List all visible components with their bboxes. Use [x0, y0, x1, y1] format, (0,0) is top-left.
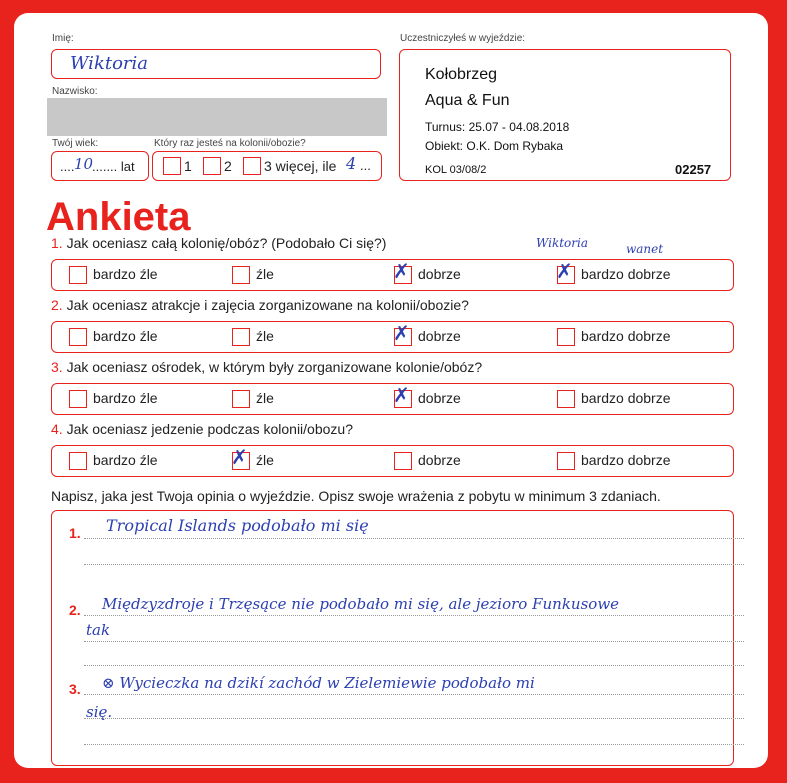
- camp-count-field: [152, 151, 382, 181]
- answer-row-4: [51, 445, 734, 477]
- answer-checkbox[interactable]: [393, 259, 412, 284]
- opinion-text-3b: się.: [86, 703, 113, 721]
- question-4: [51, 421, 353, 437]
- check-mark-icon: ✗: [393, 383, 410, 407]
- camp-count-checkbox-1[interactable]: [163, 157, 181, 175]
- q1-note-right: wanet: [626, 242, 664, 256]
- answer-label: bardzo źle: [93, 328, 158, 344]
- opinion-num-1: 1.: [69, 525, 81, 541]
- camp-count-label-1: 1: [184, 158, 192, 174]
- check-mark-icon: ✗: [556, 259, 573, 283]
- answer-label: dobrze: [418, 328, 461, 344]
- answer-label: bardzo źle: [93, 452, 158, 468]
- answer-checkbox[interactable]: [69, 452, 87, 470]
- trip-city: Kołobrzeg: [425, 66, 498, 83]
- age-prefix: ....: [60, 159, 75, 174]
- camp-count-checkbox-3[interactable]: [243, 157, 261, 175]
- participation-box: [399, 49, 731, 181]
- answer-label: bardzo dobrze: [581, 266, 671, 282]
- trip-turnus: Turnus: 25.07 - 04.08.2018: [425, 120, 570, 134]
- first-name-value: Wiktoria: [70, 53, 149, 74]
- opinion-line: [84, 641, 744, 642]
- answer-label: dobrze: [418, 390, 461, 406]
- trip-object: Obiekt: O.K. Dom Rybaka: [425, 139, 564, 153]
- answer-checkbox[interactable]: [69, 328, 87, 346]
- answer-checkbox[interactable]: [232, 266, 250, 284]
- answer-checkbox[interactable]: [69, 390, 87, 408]
- question-number: 2.: [51, 297, 63, 313]
- answer-label: źle: [256, 328, 274, 344]
- question-2: [51, 297, 469, 313]
- answer-label: dobrze: [418, 452, 461, 468]
- question-text: Jak oceniasz całą kolonię/obóz? (Podobało Ci się?): [66, 235, 387, 251]
- answer-checkbox[interactable]: [69, 266, 87, 284]
- camp-count-checkbox-2[interactable]: [203, 157, 221, 175]
- question-text: Jak oceniasz atrakcje i zajęcia zorganizowane na kolonii/obozie?: [66, 297, 469, 313]
- answer-row-3: [51, 383, 734, 415]
- opinion-num-3: 3.: [69, 681, 81, 697]
- answer-checkbox[interactable]: [556, 259, 575, 284]
- camp-count-dots: ...: [360, 158, 371, 173]
- survey-card: [14, 13, 768, 768]
- opinion-line: [84, 694, 744, 695]
- question-3: [51, 359, 482, 375]
- answer-checkbox[interactable]: [231, 445, 250, 470]
- opinion-text-3: ⊗ Wycieczka na dzikí zachód w Zielemiewie podobało mi: [102, 674, 535, 692]
- opinion-prompt: Napisz, jaka jest Twoja opinia o wyjeździe. Opisz swoje wrażenia z pobytu w minimum 3 zdaniach.: [51, 488, 661, 504]
- opinion-line: [84, 744, 744, 745]
- redacted-last-name: [47, 98, 387, 136]
- check-mark-icon: ✗: [231, 445, 248, 469]
- question-number: 1.: [51, 235, 63, 251]
- camp-count-label: Który raz jesteś na kolonii/obozie?: [154, 138, 306, 149]
- answer-label: bardzo dobrze: [581, 328, 671, 344]
- trip-code: KOL 03/08/2: [425, 164, 487, 176]
- question-text: Jak oceniasz ośrodek, w którym były zorganizowane kolonie/obóz?: [66, 359, 483, 375]
- answer-label: bardzo dobrze: [581, 452, 671, 468]
- opinion-num-2: 2.: [69, 602, 81, 618]
- answer-label: bardzo dobrze: [581, 390, 671, 406]
- answer-checkbox[interactable]: [393, 321, 412, 346]
- opinion-line: [84, 665, 744, 666]
- opinion-line: [84, 615, 744, 616]
- camp-count-label-2: 2: [224, 158, 232, 174]
- opinion-box[interactable]: [51, 510, 734, 766]
- answer-checkbox[interactable]: [557, 390, 575, 408]
- age-label: Twój wiek:: [52, 138, 99, 149]
- question-number: 3.: [51, 359, 63, 375]
- answer-checkbox[interactable]: [394, 452, 412, 470]
- question-number: 4.: [51, 421, 63, 437]
- answer-row-2: [51, 321, 734, 353]
- answer-row-1: [51, 259, 734, 291]
- trip-number: 02257: [675, 162, 712, 177]
- answer-checkbox[interactable]: [232, 390, 250, 408]
- answer-label: źle: [256, 266, 274, 282]
- answer-checkbox[interactable]: [232, 328, 250, 346]
- answer-label: źle: [256, 452, 274, 468]
- opinion-text-1: Tropical Islands podobało mi się: [106, 516, 369, 535]
- participation-label: Uczestniczyłeś w wyjeździe:: [400, 33, 526, 44]
- trip-program: Aqua & Fun: [425, 92, 510, 109]
- opinion-text-2: Międzyzdroje i Trzęsące nie podobało mi się, ale jezioro Funkusowe: [102, 595, 620, 613]
- opinion-line: [84, 538, 744, 539]
- opinion-line: [84, 718, 744, 719]
- question-1: [51, 235, 386, 251]
- opinion-text-2b: tak: [86, 621, 111, 639]
- answer-label: bardzo źle: [93, 390, 158, 406]
- camp-count-value: 4: [346, 154, 357, 173]
- check-mark-icon: ✗: [393, 259, 410, 283]
- answer-label: bardzo źle: [93, 266, 158, 282]
- answer-checkbox[interactable]: [557, 328, 575, 346]
- camp-count-label-3: 3 więcej, ile: [264, 158, 337, 174]
- age-value: 10: [74, 155, 94, 173]
- opinion-line: [84, 564, 744, 565]
- answer-checkbox[interactable]: [557, 452, 575, 470]
- last-name-label: Nazwisko:: [52, 86, 98, 97]
- answer-label: źle: [256, 390, 274, 406]
- age-suffix: ....... lat: [92, 159, 135, 174]
- first-name-label: Imię:: [52, 33, 74, 44]
- answer-label: dobrze: [418, 266, 461, 282]
- survey-title: Ankieta: [46, 195, 191, 239]
- age-field[interactable]: [51, 151, 149, 181]
- answer-checkbox[interactable]: [393, 383, 412, 408]
- first-name-field[interactable]: [51, 49, 381, 79]
- q1-note-left: Wiktoria: [536, 236, 589, 250]
- question-text: Jak oceniasz jedzenie podczas kolonii/obozu?: [66, 421, 353, 437]
- check-mark-icon: ✗: [393, 321, 410, 345]
